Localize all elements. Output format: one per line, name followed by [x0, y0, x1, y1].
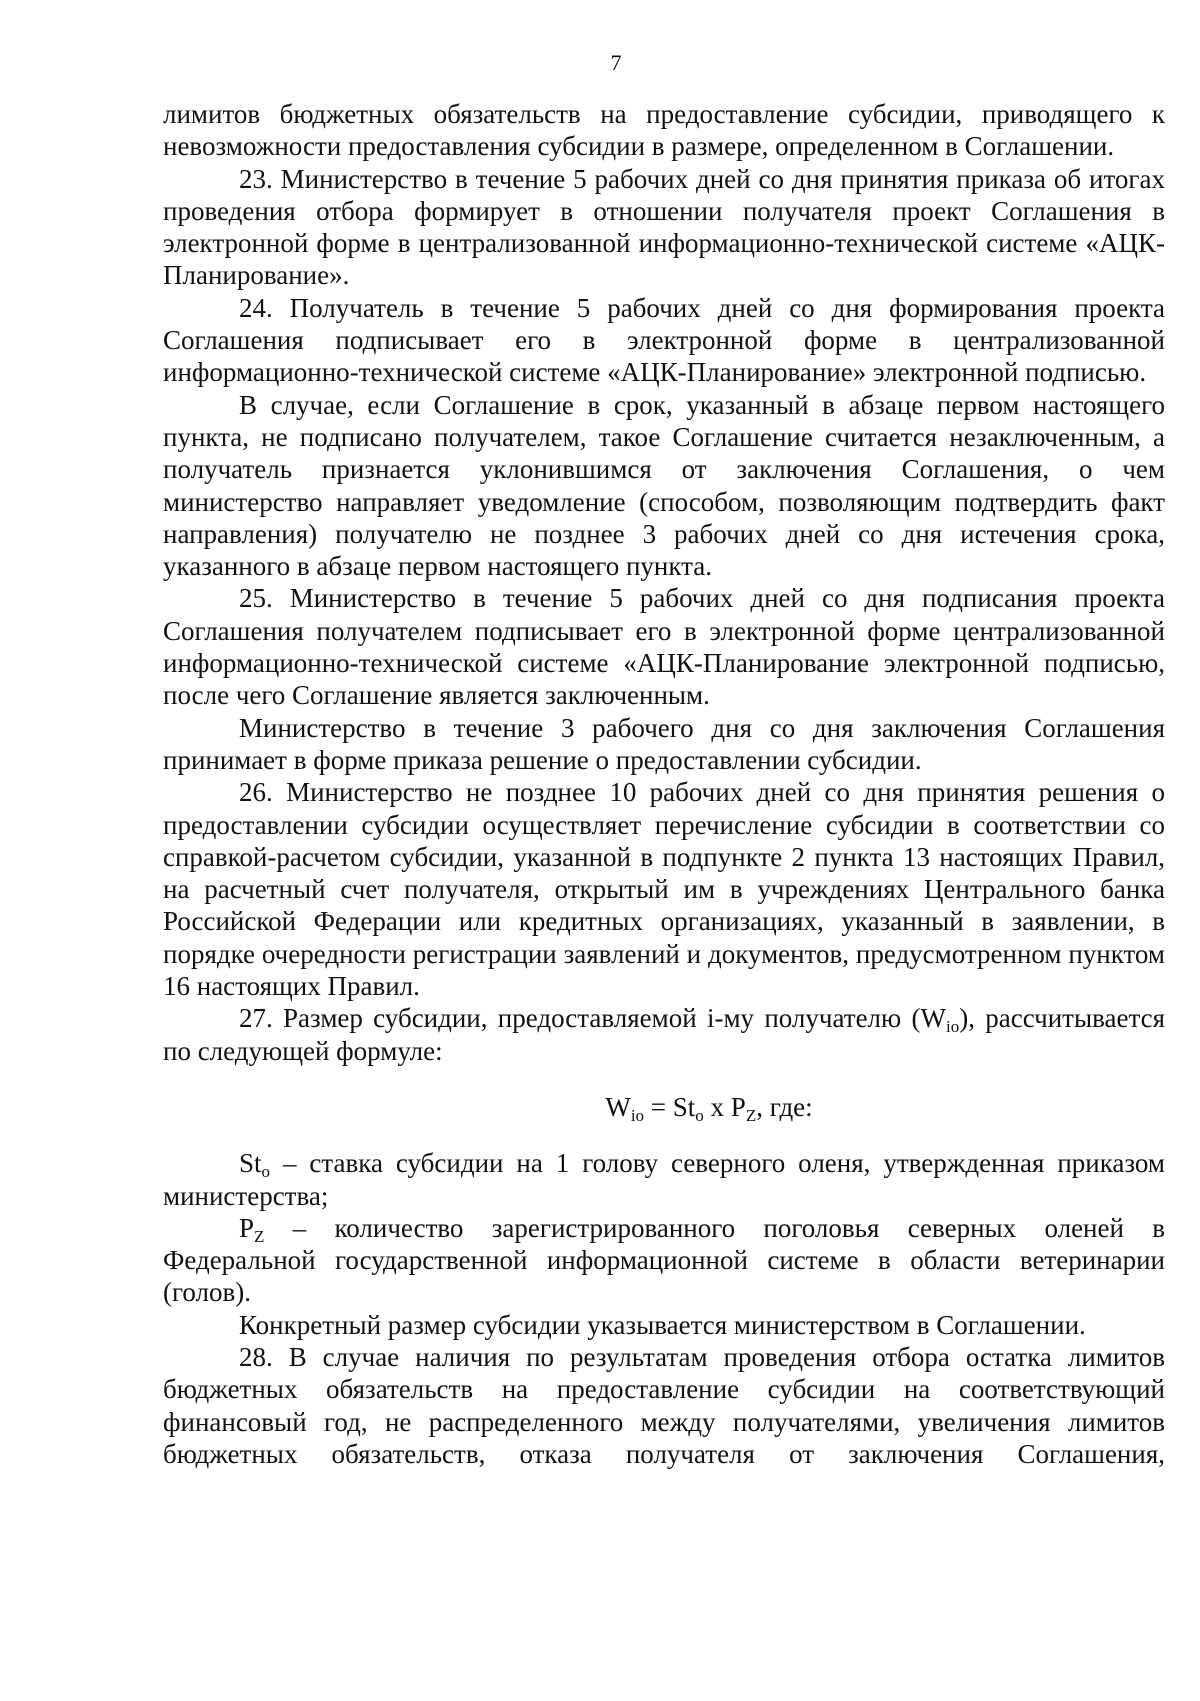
- definition-st-subscript: o: [261, 1162, 271, 1182]
- paragraph-continuation: лимитов бюджетных обязательств на предоставление субсидии, приводящего к невозможности предоставления субсидии в размере, определенном в Соглашении.: [163, 99, 1165, 162]
- paragraph-25: 25. Министерство в течение 5 рабочих дней со дня подписания проекта Соглашения получателем подписывает его в электронной форме централизованной информационно-технической системе «АЦК-Планирование электронной подписью, после чего Соглашение является заключенным.: [163, 583, 1165, 711]
- definition-st-symbol: St: [239, 1148, 262, 1179]
- paragraph-27: [163, 1002, 1165, 1067]
- page-number: 7: [610, 50, 622, 75]
- formula-tail: , где:: [756, 1091, 813, 1122]
- paragraph-25-decision: Министерство в течение 3 рабочего дня со дня заключения Соглашения принимает в форме приказа решение о предоставлении субсидии.: [163, 712, 1165, 775]
- definition-pz: [163, 1212, 1165, 1309]
- definition-pz-text: – количество зарегистрированного поголовья северных оленей в Федеральной государственной информационной системе в области ветеринарии (голов).: [163, 1212, 1165, 1308]
- paragraph-28: 28. В случае наличия по результатам проведения отбора остатка лимитов бюджетных обязательств на предоставление субсидии на соответствующий финансовый год, не распределенного между получателями, увеличения лимитов бюджетных обязательств, отказа получателя от заключения Соглашения,: [163, 1341, 1165, 1469]
- paragraph-specific-amount: Конкретный размер субсидии указывается министерством в Соглашении.: [239, 1309, 1086, 1340]
- formula-p-subscript: Z: [745, 1105, 757, 1125]
- paragraph-23: 23. Министерство в течение 5 рабочих дней со дня принятия приказа об итогах проведения отбора формирует в отношении получателя проект Соглашения в электронной форме в централизованной информационно-технической системе «АЦК-Планирование».: [163, 163, 1165, 291]
- paragraph-27-text-after: ), рассчитывается по следующей формуле:: [163, 1003, 1166, 1066]
- definition-st-text: – ставка субсидии на 1 голову северного оленя, утвержденная приказом министерства;: [163, 1148, 1165, 1211]
- document-body: [163, 98, 1165, 1470]
- definition-st: [163, 1147, 1165, 1212]
- formula-w: W: [605, 1091, 631, 1122]
- definition-pz-subscript: Z: [254, 1226, 265, 1246]
- definition-pz-symbol: P: [239, 1212, 255, 1243]
- formula-x-p: x P: [703, 1091, 746, 1122]
- paragraph-24-unsigned-case: В случае, если Соглашение в срок, указанный в абзаце первом настоящего пункта, не подписано получателем, такое Соглашение считается незаключенным, а получатель признается уклонившимся от заключения Соглашения, о чем министерство направляет уведомление (способом, позволяющим подтвердить факт направления) получателю не позднее 3 рабочих дней со дня истечения срока, указанного в абзаце первом настоящего пункта.: [163, 389, 1165, 582]
- formula-eq-st: = St: [644, 1091, 696, 1122]
- formula-st-subscript: o: [695, 1105, 704, 1125]
- paragraph-26: 26. Министерство не позднее 10 рабочих дней со дня принятия решения о предоставлении субсидии осуществляет перечисление субсидии в соответствии со справкой-расчетом субсидии, указанной в подпункте 2 пункта 13 настоящих Правил, на расчетный счет получателя, открытый им в учреждениях Центрального банка Российской Федерации или кредитных организациях, указанный в заявлении, в порядке очередности регистрации заявлений и документов, предусмотренном пунктом 16 настоящих Правил.: [163, 777, 1165, 1002]
- formula-w-subscript: io: [630, 1105, 645, 1125]
- paragraph-27-text-before: 27. Размер субсидии, предоставляемой i-му получателю (W: [239, 1003, 946, 1034]
- subsidy-formula: [163, 1091, 1165, 1123]
- paragraph-27-subscript: io: [945, 1017, 960, 1037]
- paragraph-24: 24. Получатель в течение 5 рабочих дней со дня формирования проекта Соглашения подписывает его в электронной форме в централизованной информационно-технической системе «АЦК-Планирование» электронной подписью.: [163, 292, 1165, 388]
